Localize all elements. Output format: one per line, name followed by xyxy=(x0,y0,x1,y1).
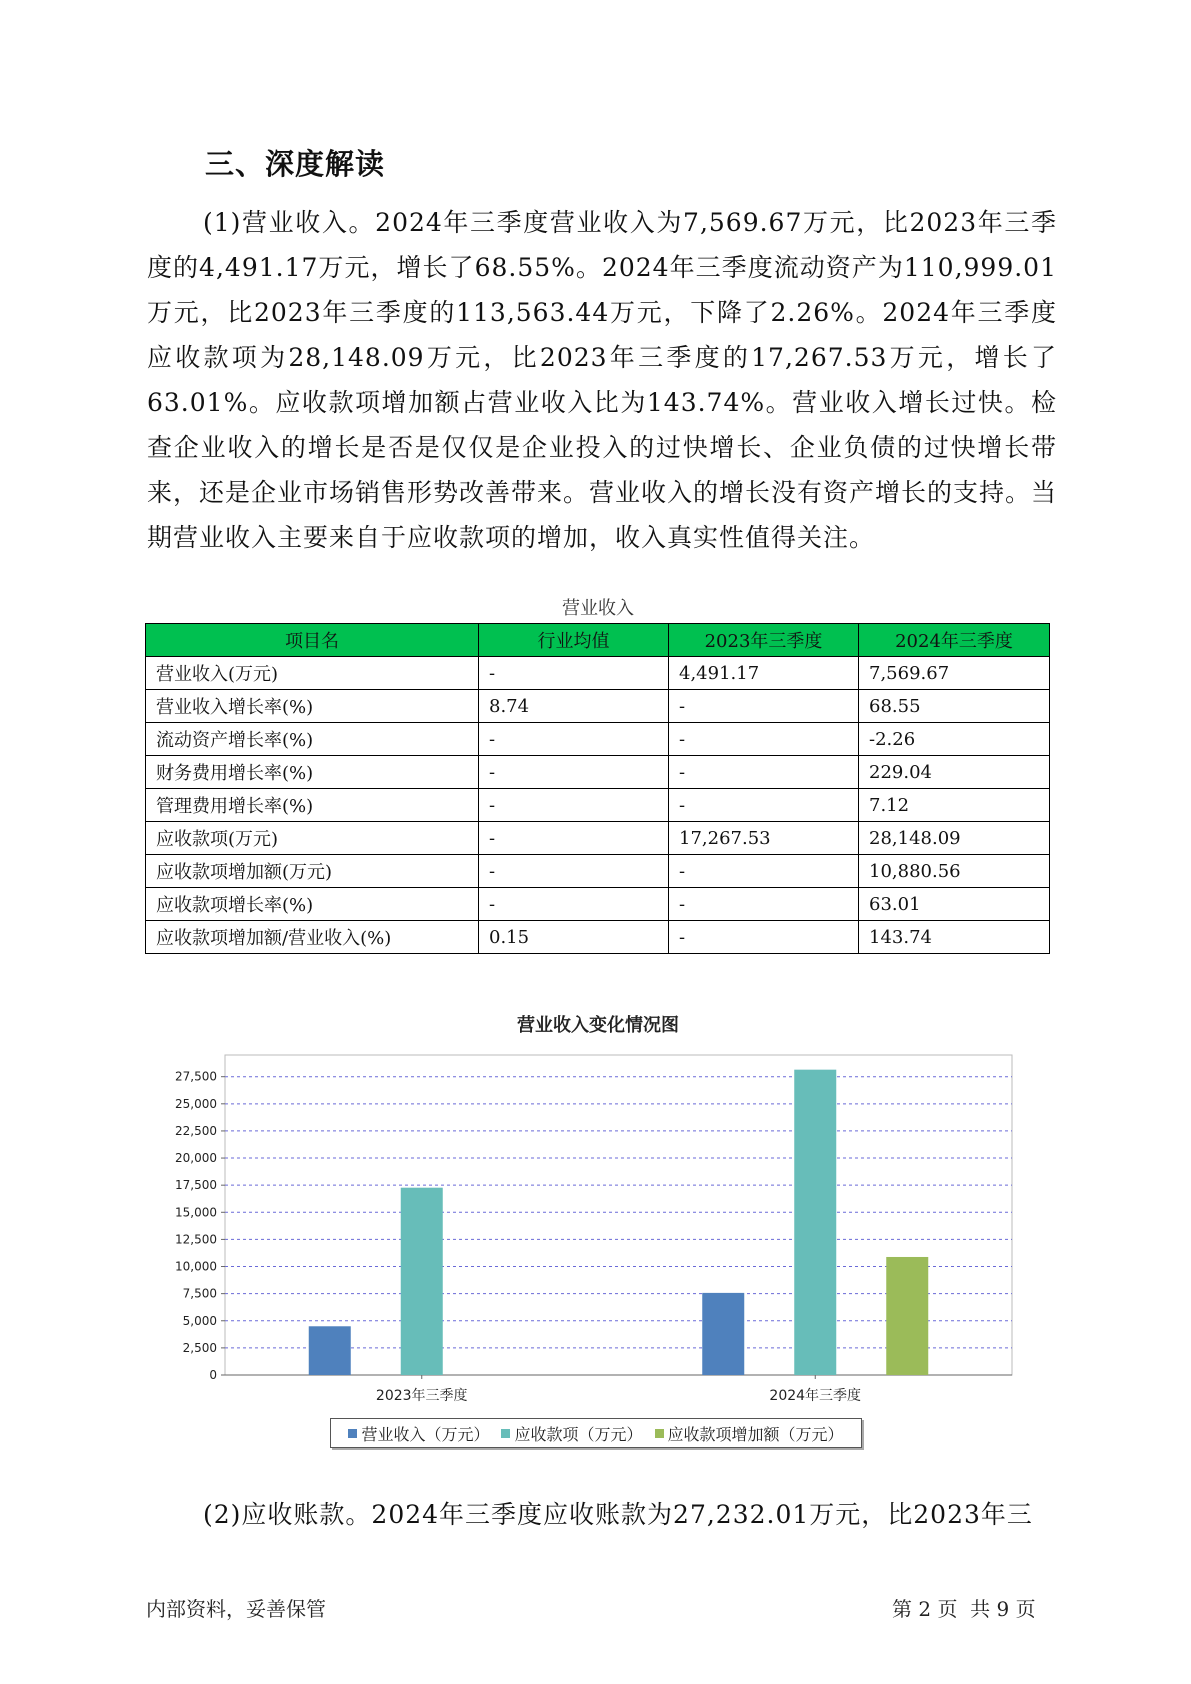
y-tick-label: 22,500 xyxy=(175,1123,217,1138)
paragraph-accounts-receivable: (2)应收账款。2024年三季度应收账款为27,232.01万元，比2023年三 xyxy=(203,1500,1033,1529)
table-cell: - xyxy=(669,855,859,888)
y-tick-label: 5,000 xyxy=(182,1313,217,1328)
table-cell: - xyxy=(479,723,669,756)
table-cell: 应收款项增长率(%) xyxy=(146,888,479,921)
table-cell: 68.55 xyxy=(859,690,1050,723)
chart-legend xyxy=(330,1418,862,1448)
table-cell: - xyxy=(669,921,859,954)
footer-page-number: 第 2 页 共 9 页 xyxy=(892,1597,1036,1621)
header-industry-average: 行业均值 xyxy=(479,624,669,657)
table-cell: - xyxy=(479,855,669,888)
table-cell: 应收款项(万元) xyxy=(146,822,479,855)
table-cell: -2.26 xyxy=(859,723,1050,756)
table-cell: - xyxy=(479,789,669,822)
paragraph-revenue: (1)营业收入。2024年三季度营业收入为7,569.67万元，比2023年三季度的4,491.17万元，增长了68.55%。2024年三季度流动资产为110,999.01万元，比2023年三季度的113,563.44万元，下降了2.26%。2024年三季度应收款项为28,148.09万元，比2023年三季度的17,267.53万元，增长了63.01%。应收款项增加额占营业收入比为143.74%。营业收入增长过快。检查企业收入的增长是否是仅仅是企业投入的过快增长、企业负债的过快增长带来，还是企业市场销售形势改善带来。营业收入的增长没有资产增长的支持。当期营业收入主要来自于应收款项的增加，收入真实性值得关注。 xyxy=(147,208,1058,552)
bar-0-0 xyxy=(309,1326,351,1375)
bar-1-1 xyxy=(794,1070,836,1375)
chart-title: 营业收入变化情况图 xyxy=(517,1015,679,1036)
table-cell: 143.74 xyxy=(859,921,1050,954)
table-cell: 7.12 xyxy=(859,789,1050,822)
table-cell: 财务费用增长率(%) xyxy=(146,756,479,789)
y-tick-label: 0 xyxy=(209,1368,217,1382)
table-cell: - xyxy=(479,822,669,855)
table-cell: 应收款项增加额(万元) xyxy=(146,855,479,888)
table-cell: 28,148.09 xyxy=(859,822,1050,855)
table-cell: 营业收入增长率(%) xyxy=(146,690,479,723)
y-tick-label: 25,000 xyxy=(175,1096,217,1111)
table-cell: - xyxy=(479,657,669,690)
bar-1-0 xyxy=(702,1293,744,1375)
table-cell: 4,491.17 xyxy=(669,657,859,690)
table-cell: 应收款项增加额/营业收入(%) xyxy=(146,921,479,954)
header-2023-q3: 2023年三季度 xyxy=(669,624,859,657)
y-tick-label: 7,500 xyxy=(182,1286,217,1301)
legend-label-revenue: 营业收入（万元） xyxy=(361,1424,490,1444)
legend-item-revenue xyxy=(348,1422,489,1445)
table-caption: 营业收入 xyxy=(562,598,634,619)
table-cell: - xyxy=(669,690,859,723)
legend-label-receivables-increase: 应收款项增加额（万元） xyxy=(667,1424,844,1444)
y-tick-label: 17,500 xyxy=(175,1178,217,1193)
footer-confidential-note: 内部资料，妥善保管 xyxy=(146,1597,326,1621)
table-cell: 229.04 xyxy=(859,756,1050,789)
legend-label-receivables: 应收款项（万元） xyxy=(514,1424,643,1444)
table-cell: 0.15 xyxy=(479,921,669,954)
legend-swatch-receivables xyxy=(501,1429,510,1438)
table-cell: - xyxy=(479,888,669,921)
legend-item-receivables-increase xyxy=(655,1422,844,1445)
header-item-name: 项目名 xyxy=(146,624,479,657)
header-2024-q3: 2024年三季度 xyxy=(859,624,1050,657)
table-cell: 17,267.53 xyxy=(669,822,859,855)
table-cell: 7,569.67 xyxy=(859,657,1050,690)
y-tick-label: 15,000 xyxy=(175,1205,217,1220)
table-cell: - xyxy=(669,888,859,921)
y-tick-label: 12,500 xyxy=(175,1232,217,1247)
table-cell: 63.01 xyxy=(859,888,1050,921)
table-cell: 8.74 xyxy=(479,690,669,723)
table-cell: 营业收入(万元) xyxy=(146,657,479,690)
table-cell: 管理费用增长率(%) xyxy=(146,789,479,822)
legend-swatch-revenue xyxy=(348,1429,357,1438)
x-tick-label: 2024年三季度 xyxy=(769,1388,862,1404)
table-cell: 10,880.56 xyxy=(859,855,1050,888)
bar-0-1 xyxy=(401,1188,443,1375)
y-tick-label: 27,500 xyxy=(175,1069,217,1084)
y-tick-label: 10,000 xyxy=(175,1259,217,1274)
x-tick-label: 2023年三季度 xyxy=(375,1388,468,1404)
legend-item-receivables xyxy=(501,1422,642,1445)
section-heading: 三、深度解读 xyxy=(205,147,386,181)
table-cell: - xyxy=(479,756,669,789)
y-tick-label: 20,000 xyxy=(175,1151,217,1166)
table-cell: - xyxy=(669,756,859,789)
y-tick-label: 2,500 xyxy=(182,1340,217,1355)
legend-swatch-receivables-increase xyxy=(655,1429,664,1438)
table-cell: - xyxy=(669,789,859,822)
table-cell: 流动资产增长率(%) xyxy=(146,723,479,756)
table-cell: - xyxy=(669,723,859,756)
bar-1-2 xyxy=(886,1257,928,1375)
